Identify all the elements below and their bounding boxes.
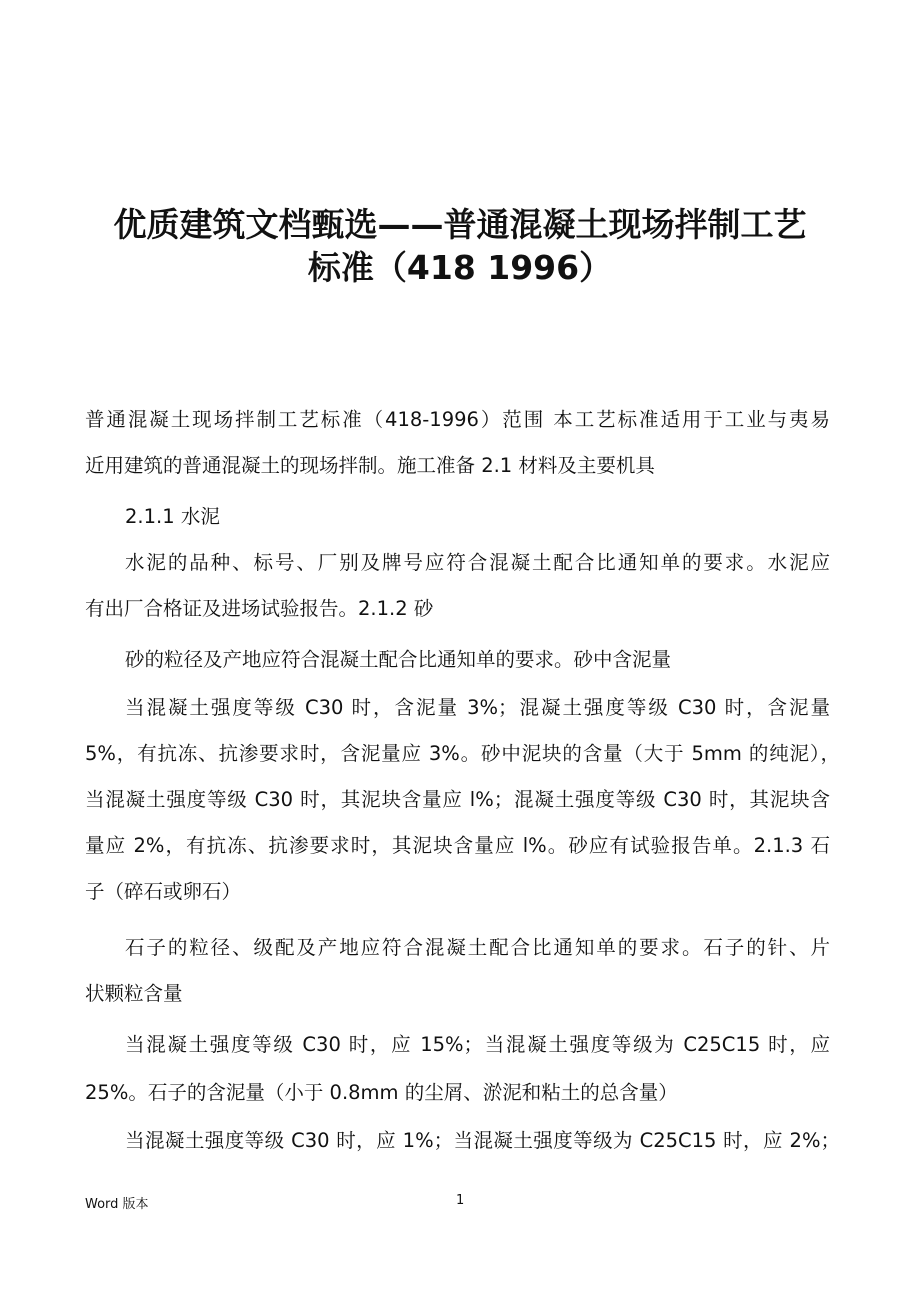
body-line: 子（碎石或卵石） — [85, 880, 242, 903]
document-title-line-1: 优质建筑文档甄选——普通混凝土现场拌制工艺 — [113, 205, 807, 244]
body-line: 有出厂合格证及进场试验报告。2.1.2 砂 — [85, 597, 434, 620]
body-line: 当混凝土强度等级 C30 时，其泥块含量应 l%；混凝土强度等级 C30 时，其泥块含 — [85, 788, 830, 811]
body-line: 状颗粒含量 — [85, 982, 183, 1005]
document-title-line-2: 标准（418 1996） — [307, 248, 613, 287]
body-line: 当混凝土强度等级 C30 时，含泥量 3%；混凝土强度等级 C30 时，含泥量 — [125, 696, 830, 719]
body-line: 5%，有抗冻、抗渗要求时，含泥量应 3%。砂中泥块的含量（大于 5mm 的纯泥）， — [85, 742, 840, 765]
body-line: 石子的粒径、级配及产地应符合混凝土配合比通知单的要求。石子的针、片 — [125, 936, 830, 959]
body-line: 近用建筑的普通混凝土的现场拌制。施工准备 2.1 材料及主要机具 — [85, 454, 655, 477]
body-line: 水泥的品种、标号、厂别及牌号应符合混凝土配合比通知单的要求。水泥应 — [125, 551, 830, 574]
body-line: 普通混凝土现场拌制工艺标准（418-1996）范围 本工艺标准适用于工业与夷易 — [85, 408, 830, 431]
page-number: 1 — [456, 1193, 465, 1208]
body-line: 当混凝土强度等级 C30 时，应 1%；当混凝土强度等级为 C25C15 时，应 2%； — [125, 1129, 840, 1152]
body-line: 当混凝土强度等级 C30 时，应 15%；当混凝土强度等级为 C25C15 时，应 — [125, 1033, 830, 1056]
body-line: 砂的粒径及产地应符合混凝土配合比通知单的要求。砂中含泥量 — [125, 648, 672, 671]
body-line: 2.1.1 水泥 — [125, 505, 220, 528]
body-line: 25%。石子的含泥量（小于 0.8mm 的尘屑、淤泥和粘土的总含量） — [85, 1081, 678, 1104]
body-line: 量应 2%，有抗冻、抗渗要求时，其泥块含量应 l%。砂应有试验报告单。2.1.3 石 — [85, 834, 830, 857]
footer-label: Word 版本 — [85, 1197, 149, 1212]
